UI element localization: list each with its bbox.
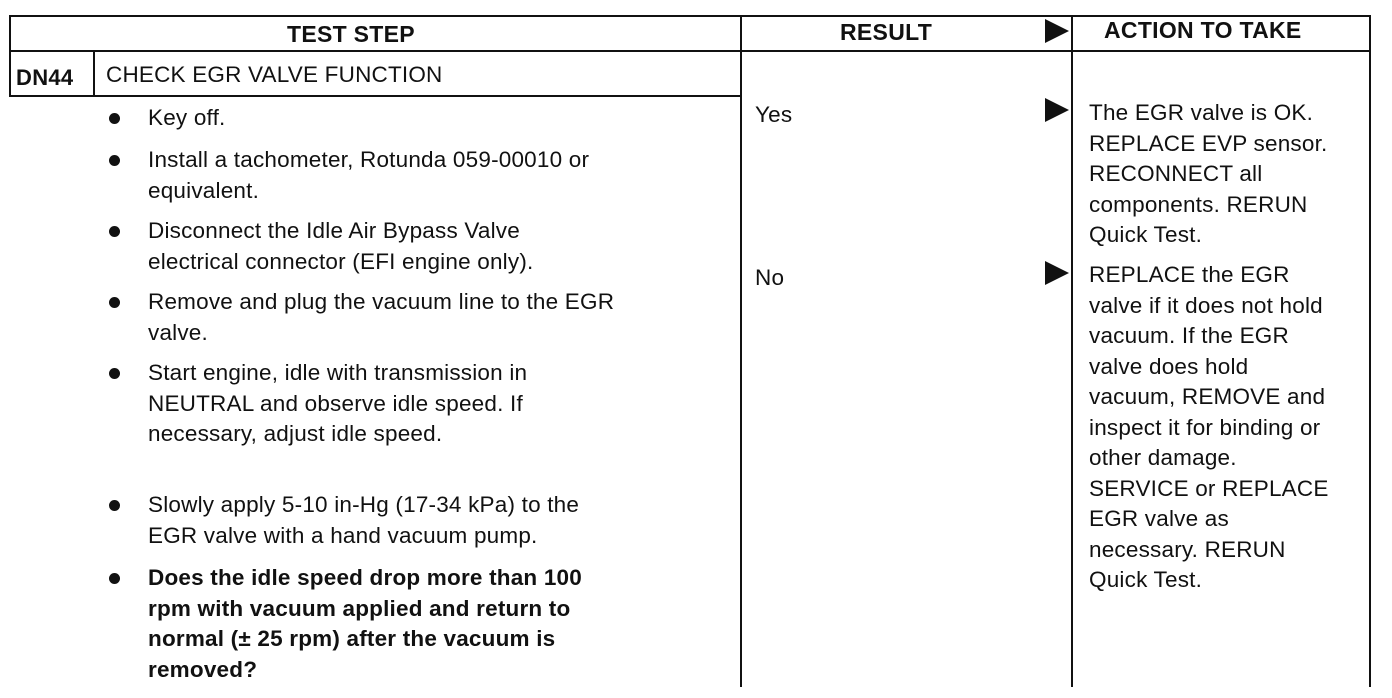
- column-divider-2: [1071, 15, 1073, 687]
- bullet-icon: [109, 113, 120, 124]
- instruction-item: Start engine, idle with transmission in NEUTRAL and observe idle speed. If necessary, adjust idle speed.: [148, 360, 528, 446]
- bullet-icon: [109, 155, 120, 166]
- action-yes: The EGR valve is OK. REPLACE EVP sensor. RECONNECT all components. RERUN Quick Test.: [1089, 100, 1328, 247]
- bullet-icon: [109, 500, 120, 511]
- header-result: RESULT: [840, 19, 933, 45]
- header-arrow-icon: [1045, 19, 1069, 43]
- table-border-right: [1369, 15, 1371, 687]
- instruction-question: Does the idle speed drop more than 100 rpm with vacuum applied and return to normal (± 25 rpm) after the vacuum is removed?: [148, 565, 582, 682]
- header-divider: [9, 50, 1371, 52]
- action-no: REPLACE the EGR valve if it does not hold vacuum. If the EGR valve does hold vacuum, REMOVE and inspect it for binding or other damage. SERVICE or REPLACE EGR valve as necessary. RERUN Quick Test.: [1089, 262, 1329, 592]
- bullet-icon: [109, 297, 120, 308]
- header-test-step: TEST STEP: [287, 21, 415, 47]
- instruction-item: Disconnect the Idle Air Bypass Valve electrical connector (EFI engine only).: [148, 218, 534, 274]
- instruction-item: Key off.: [148, 105, 226, 130]
- result-no: No: [755, 265, 785, 290]
- bullet-icon: [109, 368, 120, 379]
- instruction-item: Remove and plug the vacuum line to the EGR valve.: [148, 289, 615, 345]
- step-code: DN44: [16, 65, 74, 90]
- bullet-icon: [109, 226, 120, 237]
- table-border-left: [9, 15, 11, 97]
- header-action: ACTION TO TAKE: [1104, 17, 1302, 43]
- step-title-bottom: [9, 95, 742, 97]
- result-yes: Yes: [755, 102, 793, 127]
- step-title: CHECK EGR VALVE FUNCTION: [106, 62, 443, 87]
- bullet-icon: [109, 573, 120, 584]
- column-divider-1: [740, 15, 742, 687]
- step-code-divider: [93, 50, 95, 97]
- instruction-item: Slowly apply 5-10 in-Hg (17-34 kPa) to the EGR valve with a hand vacuum pump.: [148, 492, 580, 548]
- result-yes-arrow-icon: [1045, 98, 1069, 122]
- result-no-arrow-icon: [1045, 261, 1069, 285]
- instruction-item: Install a tachometer, Rotunda 059-00010 or equivalent.: [148, 147, 590, 203]
